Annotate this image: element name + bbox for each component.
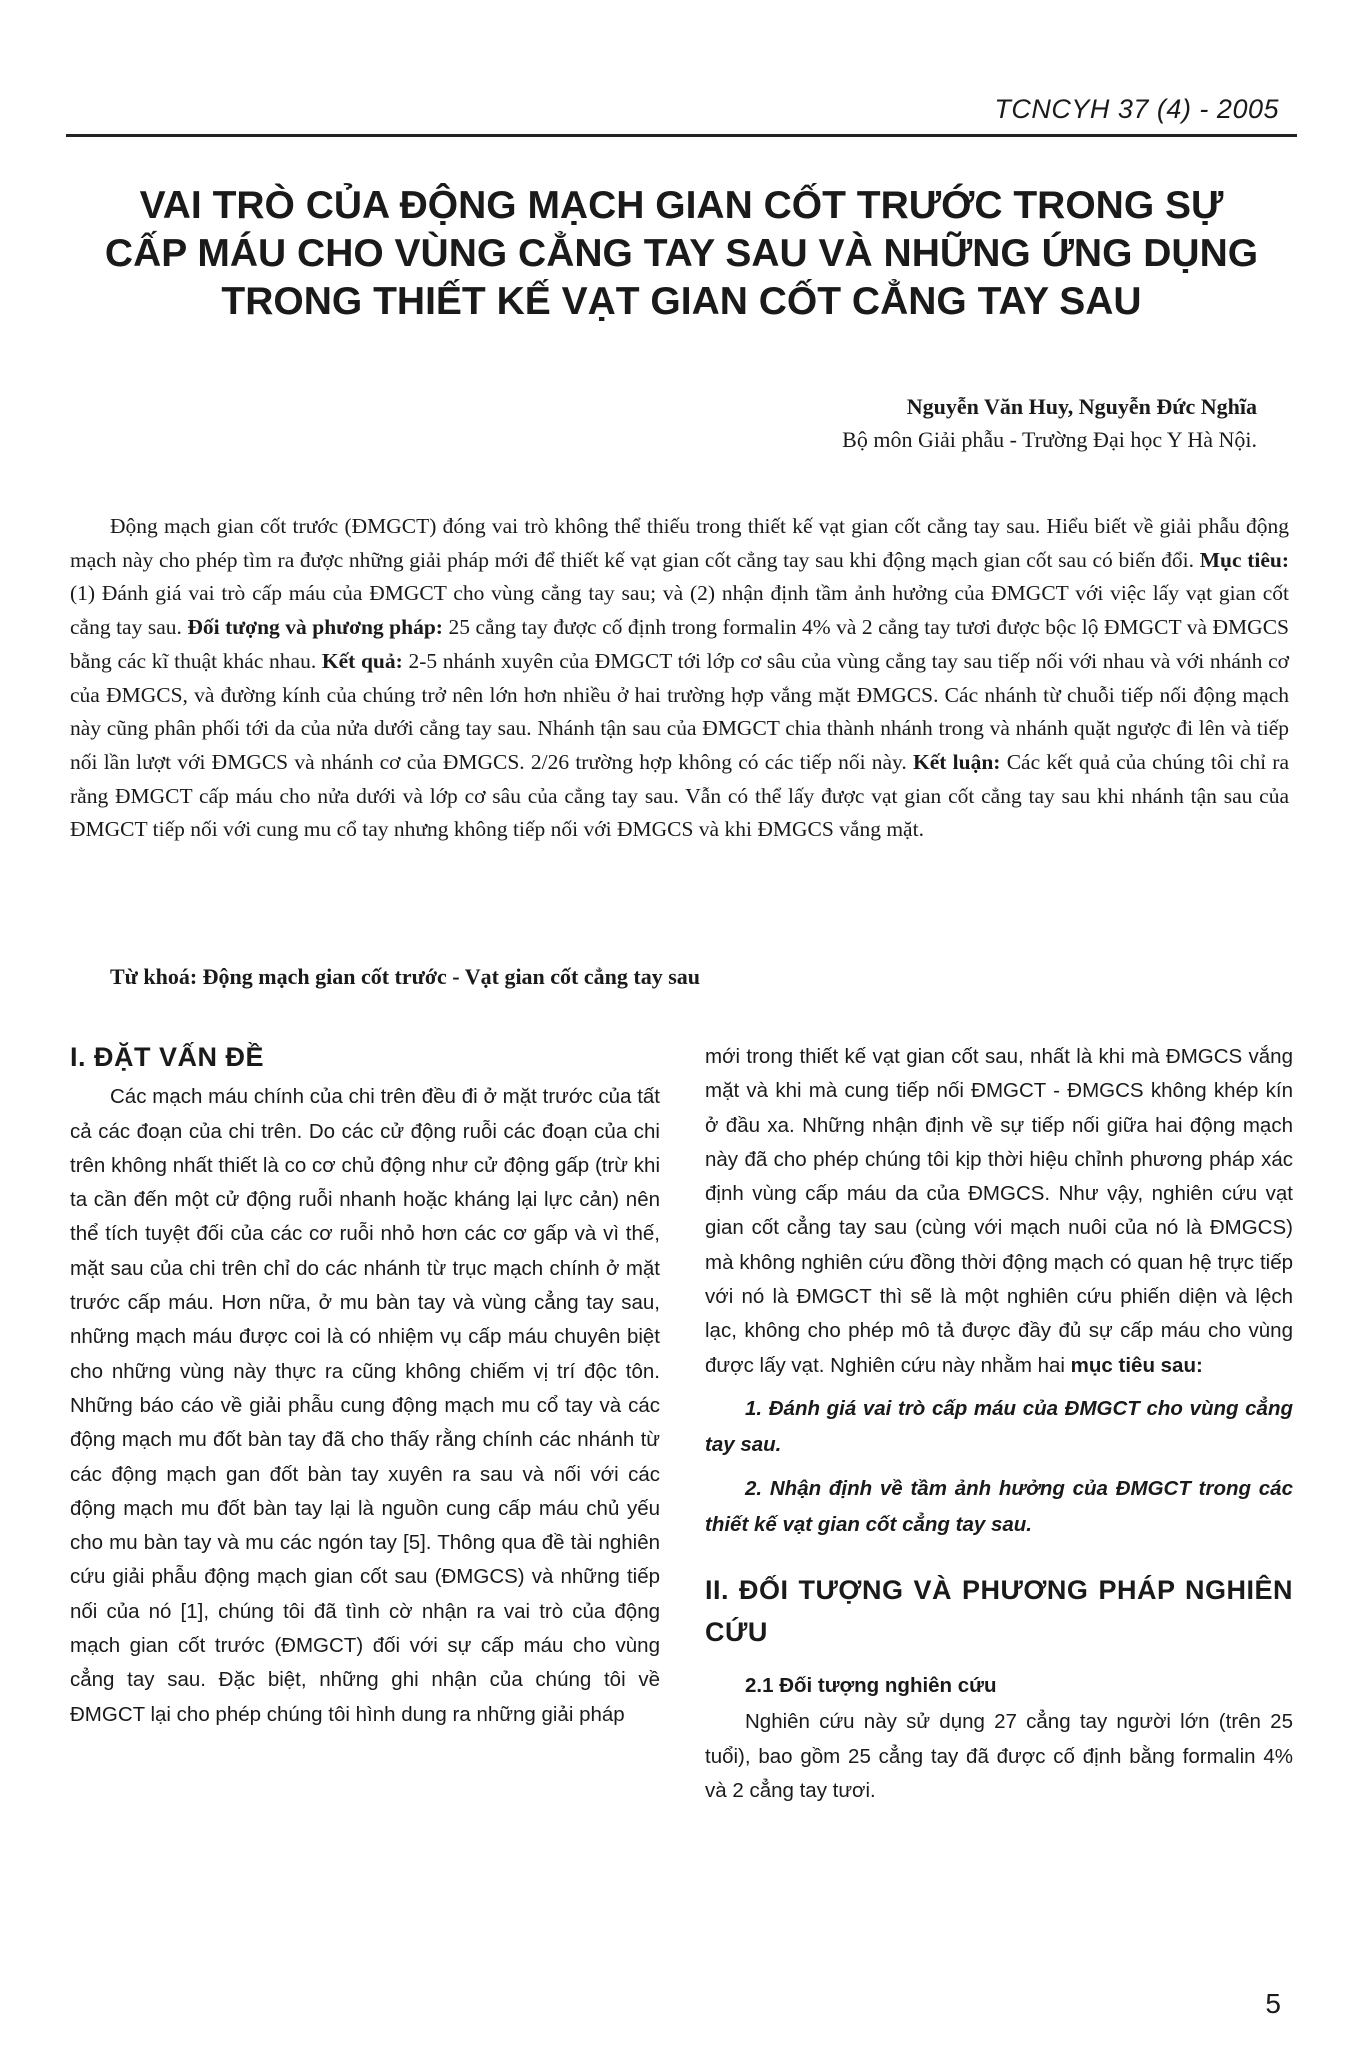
goal-item: 2. Nhận định về tầm ảnh hưởng của ĐMGCT trong các thiết kế vạt gian cốt cẳng tay sau. bbox=[705, 1476, 1293, 1536]
abstract-label-conclusion: Kết luận: bbox=[913, 749, 1001, 774]
abstract-text: 2-5 nhánh xuyên của ĐMGCT tới lớp cơ sâu của vùng cẳng tay sau tiếp nối với nhau và với nhánh cơ của ĐMGCS, và đường kính của chúng trở nên lớn hơn nhiều ở hai trường hợp vắng mặt ĐMGCS. Các nhánh từ chuỗi tiếp nối động mạch này cũng phân phối tới da của nửa dưới cẳng tay sau. Nhánh tận sau của ĐMGCT chia thành nhánh trong và nhánh quặt ngược đi lên và tiếp nối lần lượt với ĐMGCS và nhánh cơ của ĐMGCS. 2/26 trường hợp không có các tiếp nối này. bbox=[70, 648, 1290, 774]
abstract-label-goal: Mục tiêu: bbox=[1199, 547, 1289, 572]
abstract-text: Động mạch gian cốt trước (ĐMGCT) đóng vai trò không thể thiếu trong thiết kế vạt gian cốt cẳng tay sau. Hiểu biết về giải phẫu động mạch này cho phép tìm ra được những giải pháp mới để thiết kế vạt gian cốt cẳng tay sau khi động mạch gian cốt sau có biến đổi. bbox=[70, 514, 1289, 572]
title-line: TRONG THIẾT KẾ VẠT GIAN CỐT CẲNG TAY SAU bbox=[221, 280, 1142, 323]
abstract-text: 25 cẳng tay được cố định trong formalin 4% và 2 cẳng tay tươi được bộc lộ ĐMGCT và ĐMGCS bằng các kĩ thuật khác nhau. bbox=[70, 615, 1290, 673]
abstract bbox=[70, 510, 1289, 847]
right-column bbox=[705, 1040, 1293, 1808]
author-affiliation: Bộ môn Giải phẫu - Trường Đại học Y Hà Nội. bbox=[842, 427, 1257, 452]
header-rule bbox=[66, 134, 1297, 137]
title-line: CẤP MÁU CHO VÙNG CẲNG TAY SAU VÀ NHỮNG ỨNG DỤNG bbox=[104, 232, 1259, 275]
abstract-text: (1) Đánh giá vai trò cấp máu của ĐMGCT cho vùng cẳng tay sau; và (2) nhận định tầm ảnh hưởng của ĐMGCT với việc lấy vạt gian cốt cẳng tay sau. bbox=[70, 581, 1289, 640]
body-text: mới trong thiết kế vạt gian cốt sau, nhất là khi mà ĐMGCS vắng mặt và khi mà cung tiếp nối ĐMGCT - ĐMGCS không khép kín ở đầu xa. Những nhận định về sự tiếp nối giữa hai động mạch này đã cho phép chúng tôi kịp thời hiệu chỉnh phương pháp xác định vùng cấp máu da của ĐMGCS. Như vậy, nghiên cứu vạt gian cốt cẳng tay sau (cùng với mạch nuôi của nó là ĐMGCS) mà không nghiên cứu đồng thời động mạch có quan hệ trực tiếp với nó là ĐMGCT thì sẽ là một nghiên cứu phiến diện và lệch lạc, không cho phép mô tả được đầy đủ sự cấp máu cho vùng được lấy vạt. Nghiên cứu này nhằm hai bbox=[705, 1045, 1293, 1377]
article-title bbox=[70, 182, 1293, 326]
body-paragraph: Nghiên cứu này sử dụng 27 cẳng tay người lớn (trên 25 tuổi), bao gồm 25 cẳng tay đã được cố định bằng formalin 4% và 2 cẳng tay tươi. bbox=[705, 1710, 1293, 1802]
body-bold-text: mục tiêu sau: bbox=[1070, 1353, 1203, 1377]
section-heading: II. ĐỐI TƯỢNG VÀ PHƯƠNG PHÁP NGHIÊN CỨU bbox=[705, 1574, 1293, 1647]
body-paragraph bbox=[705, 1040, 1293, 1383]
author-block bbox=[842, 390, 1257, 456]
author-names: Nguyễn Văn Huy, Nguyễn Đức Nghĩa bbox=[906, 394, 1257, 419]
subsection-heading: 2.1 Đối tượng nghiên cứu bbox=[745, 1673, 997, 1697]
section-heading: I. ĐẶT VẤN ĐỀ bbox=[70, 1042, 265, 1072]
abstract-label-result: Kết quả: bbox=[321, 648, 403, 673]
keywords: Từ khoá: Động mạch gian cốt trước - Vạt gian cốt cẳng tay sau bbox=[110, 964, 701, 989]
title-line: VAI TRÒ CỦA ĐỘNG MẠCH GIAN CỐT TRƯỚC TRONG SỰ bbox=[139, 184, 1224, 227]
abstract-label-method: Đối tượng và phương pháp: bbox=[187, 615, 443, 640]
page-number: 5 bbox=[1265, 1988, 1281, 2019]
abstract-text: Các kết quả của chúng tôi chỉ ra rằng ĐMGCT cấp máu cho nửa dưới và lớp cơ sâu của cẳng tay sau. Vẫn có thể lấy được vạt gian cốt cẳng tay sau khi nhánh tận sau của ĐMGCT tiếp nối với cung mu cổ tay nhưng không tiếp nối với ĐMGCS và khi ĐMGCS vắng mặt. bbox=[70, 749, 1289, 842]
journal-citation: TCNCYH 37 (4) - 2005 bbox=[994, 94, 1279, 124]
left-column bbox=[70, 1040, 660, 1732]
goal-item: 1. Đánh giá vai trò cấp máu của ĐMGCT cho vùng cẳng tay sau. bbox=[705, 1396, 1293, 1456]
body-paragraph: Các mạch máu chính của chi trên đều đi ở mặt trước của tất cả các đoạn của chi trên. Do các cử động ruỗi các đoạn của chi trên không nhất thiết là co cơ chủ động như cử động gấp (trừ khi ta cần đến một cử động ruỗi nhanh hoặc kháng lại lực cản) nên thể tích tuyệt đối của các cơ ruỗi nhỏ hơn các cơ gấp và vì thế, mặt sau của chi trên chỉ do các nhánh từ trục mạch chính ở mặt trước cấp máu. Hơn nữa, ở mu bàn tay và vùng cẳng tay sau, những mạch máu được coi là có nhiệm vụ cấp máu chuyên biệt cho những vùng này thực ra cũng không chiếm vị trí độc tôn. Những báo cáo về giải phẫu cung động mạch mu cổ tay và các động mạch mu đốt bàn tay đã cho thấy rằng chính các nhánh từ các động mạch gan đốt bàn tay xuyên ra sau và nối với các động mạch mu đốt bàn tay lại là nguồn cung cấp máu chủ yếu cho mu bàn tay và mu các ngón tay [5]. Thông qua đề tài nghiên cứu giải phẫu động mạch gian cốt sau (ĐMGCS) và những tiếp nối của nó [1], chúng tôi đã tình cờ nhận ra vai trò của động mạch gian cốt trước (ĐMGCT) đối với sự cấp máu cho vùng cẳng tay sau. Đặc biệt, những ghi nhận của chúng tôi về ĐMGCT lại cho phép chúng tôi hình dung ra những giải pháp bbox=[70, 1085, 660, 1726]
